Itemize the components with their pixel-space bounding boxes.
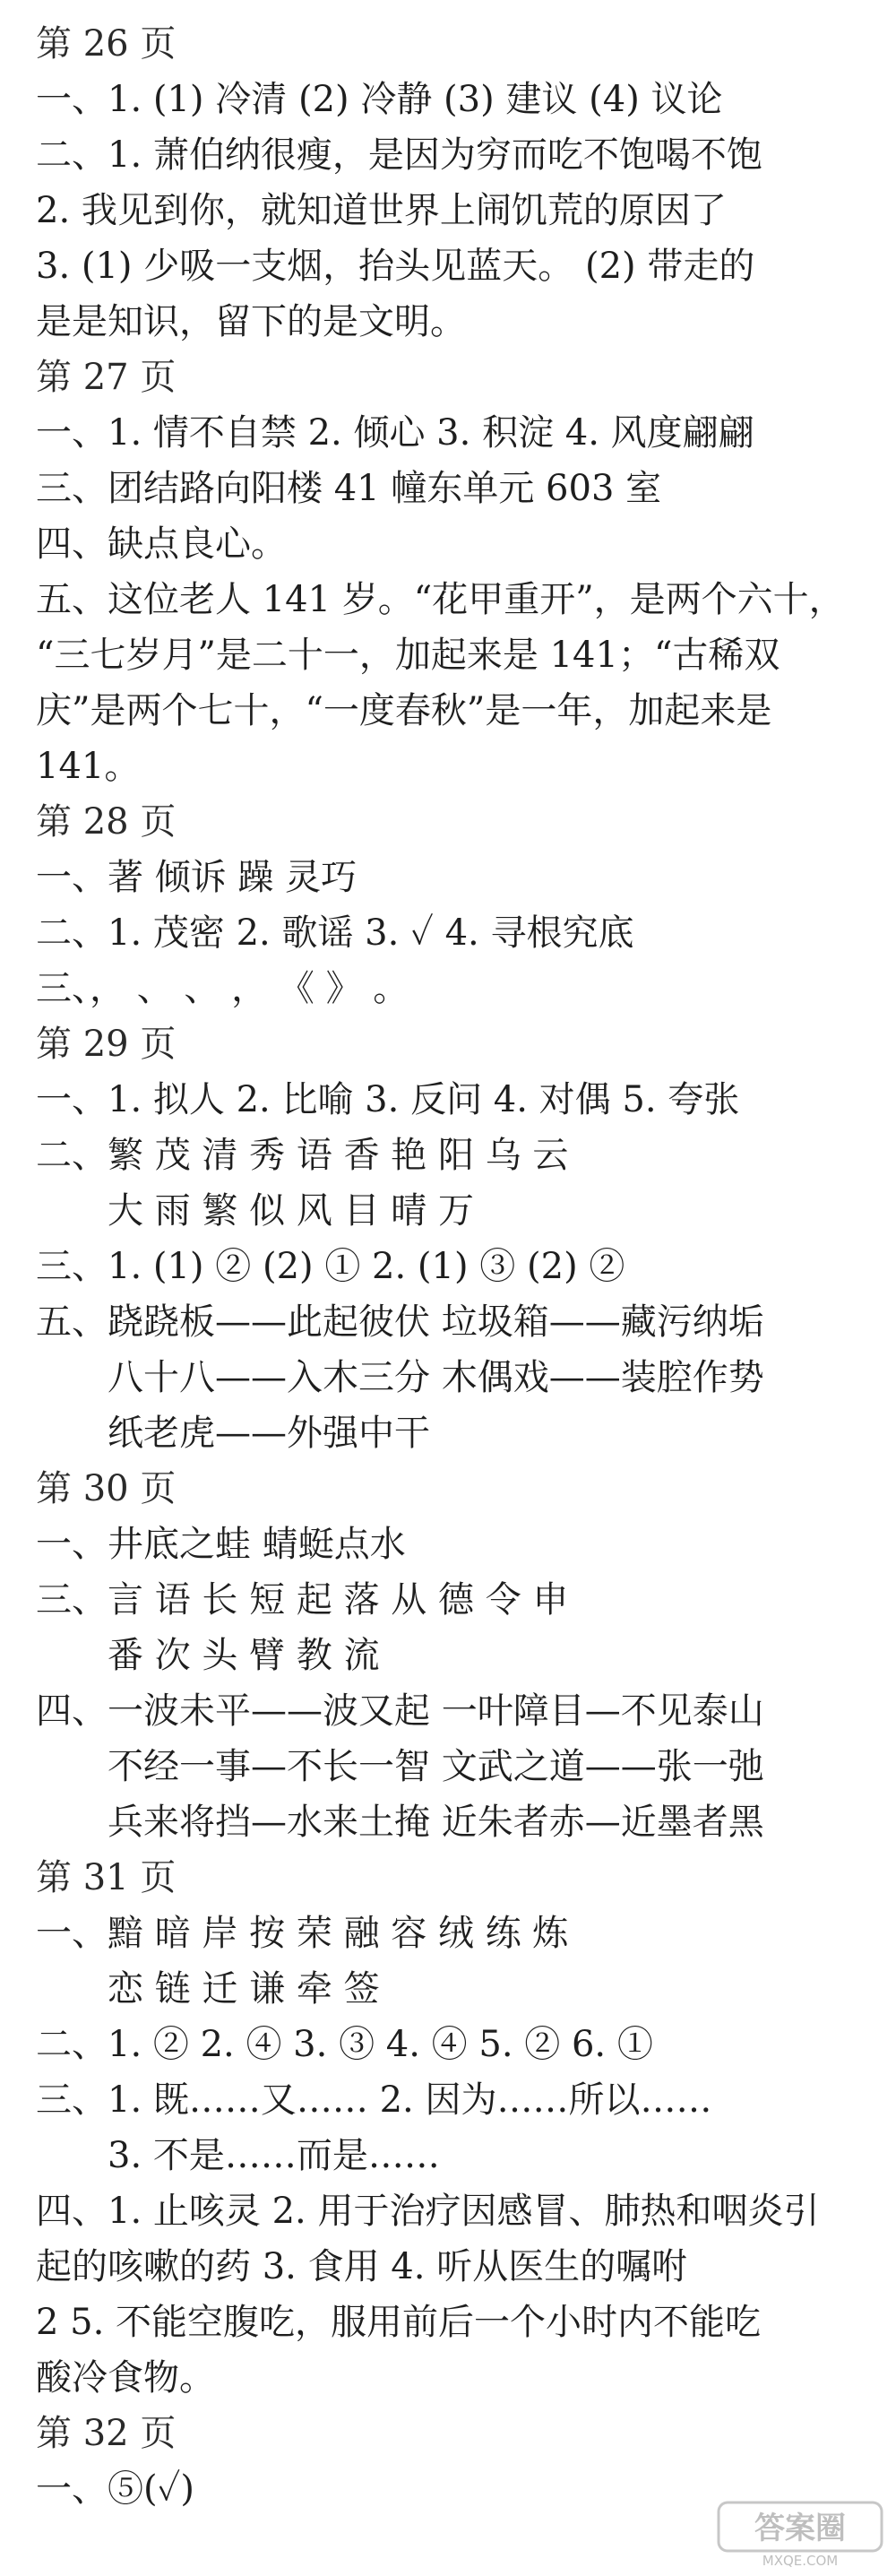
answer-line: 三、， 、 、 ， 《 》 。 xyxy=(36,968,409,1009)
watermark-text: 答案圈 xyxy=(754,2511,846,2546)
answer-line: 三、团结路向阳楼 41 幢东单元 603 室 xyxy=(36,468,662,509)
section-page-29 xyxy=(36,1016,878,1461)
answer-line: 2. 我见到你，就知道世界上闹饥荒的原因了 xyxy=(36,190,727,231)
answer-line: 2 5. 不能空腹吃，服用前后一个小时内不能吃 xyxy=(36,2302,762,2343)
answer-line: 一、著 倾诉 躁 灵巧 xyxy=(36,857,358,898)
answer-line: 酸冷食物。 xyxy=(36,2357,215,2399)
answer-line: 庆”是两个七十，“一度春秋”是一年，加起来是 xyxy=(36,690,772,731)
answer-line: 二、1. 茂密 2. 歌谣 3. ✓ 4. 寻根究底 xyxy=(36,912,634,954)
answer-line: 五、这位老人 141 岁。“花甲重开”，是两个六十， xyxy=(36,579,845,620)
answer-line: 3. (1) 少吸一支烟，抬头见蓝天。 (2) 带走的 xyxy=(36,246,755,287)
answer-line: 五、跷跷板——此起彼伏 垃圾箱——藏污纳垢 xyxy=(36,1301,764,1343)
section-page-31 xyxy=(36,1850,878,2406)
answer-line: 八十八——入木三分 木偶戏——装腔作势 xyxy=(108,1357,764,1398)
answer-line: 二、1. ② 2. ④ 3. ③ 4. ④ 5. ② 6. ① xyxy=(36,2024,653,2065)
answer-line: “三七岁月”是二十一，加起来是 141；“古稀双 xyxy=(36,635,780,676)
answer-line: 3. 不是……而是…… xyxy=(108,2135,440,2176)
watermark-stamp-icon xyxy=(715,2499,885,2569)
answer-line: 一、1. 拟人 2. 比喻 3. 反问 4. 对偶 5. 夸张 xyxy=(36,1079,740,1120)
answer-line: 是是知识，留下的是文明。 xyxy=(36,301,466,342)
answer-line: 二、1. 萧伯纳很瘦，是因为穷而吃不饱喝不饱 xyxy=(36,134,762,176)
answer-line: 起的咳嗽的药 3. 食用 4. 听从医生的嘱咐 xyxy=(36,2246,688,2287)
section-page-28 xyxy=(36,794,878,1016)
answer-line: 三、言 语 长 短 起 落 从 德 令 申 xyxy=(36,1579,569,1621)
page-heading: 第 29 页 xyxy=(36,1024,177,1065)
page-heading: 第 32 页 xyxy=(36,2413,177,2454)
answer-line: 不经一事—不长一智 文武之道——张一弛 xyxy=(108,1746,764,1787)
answer-line: 四、缺点良心。 xyxy=(36,523,287,565)
answer-line: 141。 xyxy=(36,746,141,787)
watermark-logo xyxy=(715,2499,885,2569)
watermark-subtext: MXQE.COM xyxy=(762,2553,839,2569)
answer-line: 纸老虎——外强中干 xyxy=(108,1413,430,1454)
answer-line: 番 次 头 臂 教 流 xyxy=(108,1635,380,1676)
answer-line: 二、繁 茂 清 秀 语 香 艳 阳 乌 云 xyxy=(36,1135,569,1176)
answer-line: 四、1. 止咳灵 2. 用于治疗因感冒、肺热和咽炎引 xyxy=(36,2191,820,2232)
answer-line: 一、黯 暗 岸 按 荣 融 容 绒 练 炼 xyxy=(36,1913,569,1954)
answer-line: 四、一波未平——波又起 一叶障目—不见泰山 xyxy=(36,1690,764,1732)
answer-line: 一、1. (1) 冷清 (2) 冷静 (3) 建议 (4) 议论 xyxy=(36,79,723,120)
section-page-26 xyxy=(36,16,878,350)
answer-line: 三、1. (1) ② (2) ① 2. (1) ③ (2) ② xyxy=(36,1246,625,1287)
page-heading: 第 27 页 xyxy=(36,357,177,398)
section-page-27 xyxy=(36,350,878,794)
answer-line: 恋 链 迁 谦 牵 签 xyxy=(108,1968,380,2010)
answer-line: 三、1. 既……又…… 2. 因为……所以…… xyxy=(36,2079,712,2121)
page-heading: 第 30 页 xyxy=(36,1468,177,1509)
page-heading: 第 26 页 xyxy=(36,23,177,65)
answer-document xyxy=(36,16,878,2517)
answer-line: 一、井底之蛙 蜻蜓点水 xyxy=(36,1524,406,1565)
answer-line: 大 雨 繁 似 风 目 晴 万 xyxy=(108,1190,475,1232)
answer-line: 一、1. 情不自禁 2. 倾心 3. 积淀 4. 风度翩翩 xyxy=(36,412,754,454)
section-page-30 xyxy=(36,1461,878,1850)
answer-line: 兵来将挡—水来土掩 近朱者赤—近墨者黑 xyxy=(108,1802,764,1843)
page-heading: 第 28 页 xyxy=(36,801,177,843)
page-heading: 第 31 页 xyxy=(36,1857,177,1898)
answer-line: 一、⑤(✓) xyxy=(36,2468,195,2510)
